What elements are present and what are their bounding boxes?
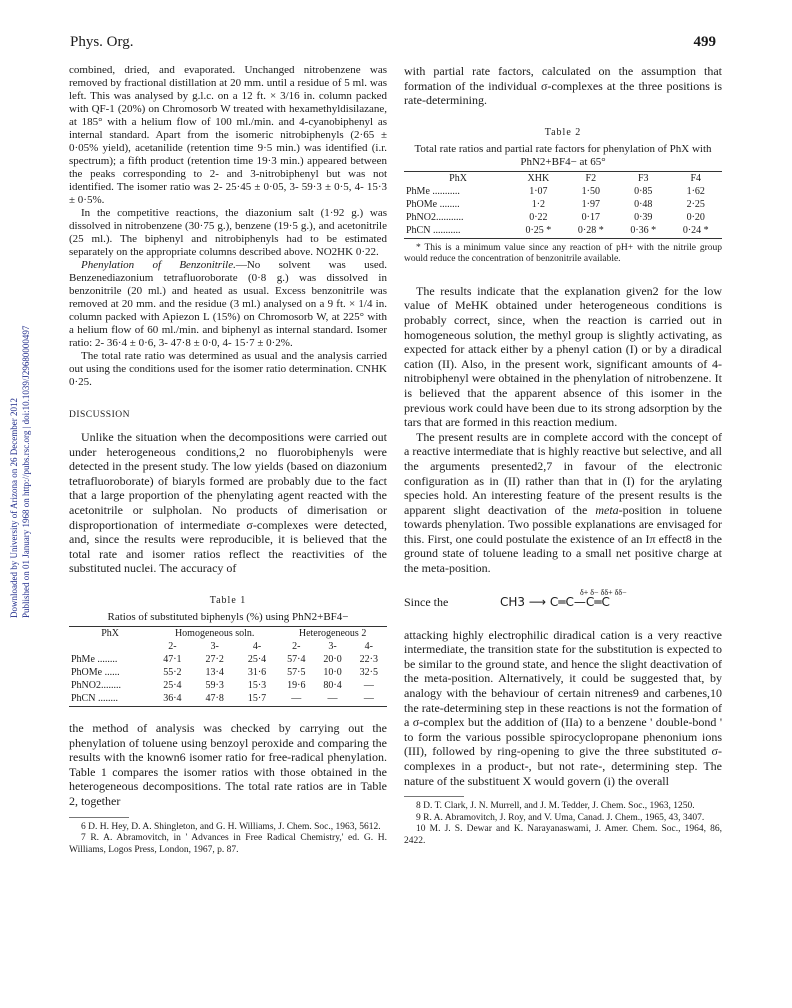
table1-cell: — (291, 692, 302, 704)
table2-cell: 2·25 (686, 198, 705, 210)
publication-line[interactable]: Published on 01 January 1968 on http://pubs.rsc.org | doi:10.1039/J29680000497 (21, 325, 31, 618)
table-row (404, 211, 722, 224)
paragraph-accord (404, 430, 722, 576)
table1-caption: Table 1 (209, 594, 247, 606)
table1-cell: 80·4 (323, 679, 342, 691)
table2-cell: 0·39 (634, 211, 653, 223)
table2-cell: 0·25 * (525, 224, 552, 236)
paragraph-method-check: the method of analysis was checked by carrying out the phenylation of toluene using benzoyl peroxide and comparing the results with the known6 isomer ratio for free-radical phenylation. Table 1 compares the isomer ratios with those obtained in the heterogeneous decompositions. The total rate ratios are in Table 2, together (69, 720, 387, 808)
footnote-10: 10 M. J. S. Dewar and K. Narayanaswami, J. Amer. Chem. Soc., 1964, 86, 2422. (404, 824, 722, 846)
table1-cell: 57·5 (287, 666, 306, 678)
footnote-divider (69, 817, 129, 818)
footnote-7: 7 R. A. Abramovitch, in ' Advances in Free Radical Chemistry,' ed. G. H. Williams, Logos Press, London, 1967, p. 87. (69, 833, 387, 855)
right-column (404, 64, 722, 847)
section-heading: DISCUSSION (69, 410, 130, 420)
footnote-divider (404, 796, 464, 797)
table2-cell: 1·50 (581, 185, 600, 197)
download-line[interactable]: Downloaded by University of Arizona on 26 December 2012 (9, 398, 19, 618)
table1-pos: 3- (328, 640, 337, 652)
table-row (69, 679, 387, 692)
table1-cell: — (363, 692, 374, 704)
table1-cell: 27·2 (205, 653, 224, 665)
table2-footnote: * This is a minimum value since any reaction of pH+ with the nitrile group would reduce the concentration of benzonitrile available. (404, 242, 722, 265)
table1-subtitle: Ratios of substituted biphenyls (%) using PhN2+BF4− (107, 610, 349, 623)
table2-cell: 1·2 (531, 198, 546, 210)
table1-cell: 15·3 (247, 679, 267, 691)
table2-header: F4 (670, 171, 723, 185)
table2-cell: 0·28 * (577, 224, 604, 236)
table1-homo-header: Homogeneous soln. (151, 626, 278, 640)
toluene-formula: CH3 ⟶ C═C—C═C (500, 594, 610, 609)
table1-cell: 36·4 (163, 692, 182, 704)
table1-cell: — (363, 679, 374, 691)
table1-cell: 25·4 (247, 653, 267, 665)
table-row (404, 198, 722, 211)
formula-charges: δ+ δ− δδ+ δδ− (580, 587, 627, 597)
table1-hetero-header: Heterogeneous 2 (278, 626, 387, 640)
accord-text-a: The present results are in complete accord with the concept of a reactive intermediate that is highly reactive but selective, and all the arguments presented2,7 in favour of the electronic configuration as in (II) rather than that in (I) for the arylating species hold. An interesting feature of the present results is the apparent slight deactivation of the (404, 429, 722, 517)
table1-cell: PhOMe ...... (71, 666, 120, 678)
table1-pos: 3- (210, 640, 219, 652)
paragraph-partial-rates: with partial rate factors, calculated on the assumption that formation of the individual σ-complexes at the three positions is rate-determining. (404, 64, 722, 108)
table1-phx-header: PhX (69, 626, 151, 640)
accord-text-b: -position in toluene towards phenylation. Two possible explanations are envisaged for this. First, one could postulate the existence of an Iπ effect8 in the ground state of toluene leading to a small net positive charge at the meta-position. (404, 502, 722, 576)
table1-cell: PhCN ........ (71, 692, 118, 704)
table1-cell: 19·6 (287, 679, 306, 691)
table2-subtitle: Total rate ratios and partial rate factors for phenylation of PhX with PhN2+BF4− at 65° (414, 142, 712, 168)
table-row (404, 224, 722, 237)
table2 (404, 171, 722, 239)
table1-cell: 32·5 (359, 666, 378, 678)
table2-cell: PhCN ........... (406, 224, 461, 236)
page-header (70, 34, 716, 56)
table1-cell: 10·0 (323, 666, 342, 678)
table-row (404, 185, 722, 198)
table1-cell: 55·2 (163, 666, 182, 678)
table2-cell: 0·48 (634, 198, 653, 210)
table2-cell: 1·07 (529, 185, 548, 197)
table-row (69, 666, 387, 679)
table2-cell: 0·17 (581, 211, 600, 223)
table1-cell: 20·0 (323, 653, 342, 665)
table1-pos: 2- (292, 640, 301, 652)
journal-name: Phys. Org. (70, 34, 134, 50)
formula-block (404, 586, 722, 618)
paragraph-competitive: In the competitive reactions, the diazonium salt (1·92 g.) was dissolved in nitrobenzene (30·75 g.), benzene (19·5 g.), and acetonitrile (25 ml.). The biphenyl and nitrobiphenyls had to be estimated separately on the appropriate columns described above. NO2HK 0·22. (69, 207, 387, 258)
table2-cell: PhMe ........... (406, 185, 460, 197)
paragraph-analysis: combined, dried, and evaporated. Unchanged nitrobenzene was removed by fractional distillation at 20 mm. until a residue of 5 ml. was left. This was analysed by g.l.c. on a 12 ft. × 3/16 in. column packed with QF-1 (20%) on Chromosorb W treated with hexamethyldisilazane, at 185° with a helium flow of 100 ml./min. and 4-cyanobiphenyl as internal standard. Apart from the isomeric nitrobiphenyls (2·65 ± 0·05% yield), acetanilide (retention time 9·5 min.) was identified (i.r. spectrum); a fifth product (retention time 19·3 min.) appeared between the peaks corresponding to 2- and 3-nitrobiphenyl but was not identified. The isomer ratio was 2- 25·45 ± 0·05, 3- 59·3 ± 0·5, 4- 15·3 ± 0·5%. (69, 64, 387, 206)
table1-cell: 47·1 (163, 653, 182, 665)
table1-cell: 13·4 (205, 666, 224, 678)
table2-cell: 0·22 (529, 211, 548, 223)
table2-cell: PhNO2........... (406, 211, 464, 223)
footnote-8: 8 D. T. Clark, J. N. Murrell, and J. M. Tedder, J. Chem. Soc., 1963, 1250. (416, 801, 695, 812)
table1-pos: 4- (364, 640, 373, 652)
table-row (69, 653, 387, 666)
table1 (69, 626, 387, 707)
page-number: 499 (693, 34, 716, 50)
table1-cell: — (327, 692, 338, 704)
table2-cell: 0·20 (686, 211, 705, 223)
subsection-body: —No solvent was used. Benzenediazonium tetrafluoroborate (0·8 g.) was dissolved in benzonitrile (20 ml.) and heated as usual. Excess benzonitrile was removed at 20 mm. and the residue (3 ml.) analysed on a 9 ft. × 1/4 in. column packed with Apiezon L (15%) on Chromosorb W, at 225° with a helium flow of 60 ml./min. and biphenyl as internal standard. Isomer ratio: 2- 36·4 ± 0·6, 3- 47·8 ± 0·0, 4- 15·7 ± 0·2%. (69, 259, 387, 349)
paragraph-attacking: attacking highly electrophilic diradical cation is a very reactive intermediate, the transition state for the substitution is expected to be similar to the ground state, and hence the slight deactivation of the meta-position. Alternatively, it could be suggested that, by analogy with the behaviour of certain nitrenes9 and carbenes,10 the rate-determining step in these reactions is not the formation of a σ-complex but the addition of (IIa) to a benzene ' double-bond ' to form the various possible spirocyclopropane phenonium ions (III), followed by ring-opening to give the three substituted σ-complexes in a product-, but not rate-, determining step. The nature of the substituent X would govern (i) the overall (404, 627, 722, 788)
table1-pos: 2- (168, 640, 177, 652)
table2-header: PhX (404, 171, 512, 185)
subsection-title: Phenylation of Benzonitrile. (81, 259, 236, 271)
table2-cell: 0·85 (634, 185, 653, 197)
formula-lead: Since the (404, 594, 449, 609)
paragraph-benzonitrile (69, 259, 387, 350)
table2-cell: PhOMe ........ (406, 198, 460, 210)
table2-cell: 0·36 * (630, 224, 657, 236)
footnote-9: 9 R. A. Abramovitch, J. Roy, and V. Uma, Canad. J. Chem., 1965, 43, 3407. (416, 812, 705, 823)
table2-cell: 1·97 (581, 198, 600, 210)
table-row (69, 692, 387, 705)
paragraph-results: The results indicate that the explanation given2 for the low value of MeHK obtained under heterogeneous conditions is probably correct, since, when the reaction is carried out in homogeneous solution, the methyl group is slightly activating, as expected for attack either by a phenyl cation (I) or by a diradical cation (II). Also, in the present work, significant amounts of 4-nitrobiphenyl were obtained in the phenylation of nitrobenzene. It is believed that the apparent absence of this isomer in the previous work could have been due to its strong adsorption by the tars that are formed in this reaction medium. (404, 283, 722, 430)
paragraph-discussion: Unlike the situation when the decompositions were carried out under heterogeneous conditions,2 no fluorobiphenyls were detected in the present study. The low yields (based on diazonium tetrafluoroborate) of biaryls formed are probably due to the fact that a large proportion of the phenylating agent reacted with the acetonitrile or sulpholan. No products of dimerisation or disproportionation of intermediate σ-complexes were detected, and, since the results were reproducible, it is believed that the total rate and isomer ratios reflect the reactivities of the substituted nuclei. The accuracy of (69, 430, 387, 576)
table2-cell: 0·24 * (682, 224, 709, 236)
table2-cell: 1·62 (686, 185, 705, 197)
table1-cell: 22·3 (359, 653, 378, 665)
table1-cell: 47·8 (205, 692, 224, 704)
table2-caption: Table 2 (544, 126, 582, 138)
left-column (69, 64, 387, 856)
paragraph-rate-ratio: The total rate ratio was determined as usual and the analysis carried out using the conditions used for the isomer ratio determination. CNHK 0·25. (69, 350, 387, 388)
table2-header: XHK (512, 171, 564, 185)
table2-header: F2 (565, 171, 617, 185)
table1-cell: PhNO2........ (71, 679, 122, 691)
footnote-6: 6 D. H. Hey, D. A. Shingleton, and G. H. Williams, J. Chem. Soc., 1963, 5612. (81, 821, 381, 832)
table1-cell: 15·7 (247, 692, 267, 704)
download-watermark (2, 248, 32, 618)
table1-cell: 57·4 (287, 653, 306, 665)
table1-cell: 59·3 (205, 679, 224, 691)
table1-pos: 4- (252, 640, 262, 652)
table1-cell: 25·4 (163, 679, 182, 691)
table2-header: F3 (617, 171, 669, 185)
meta-term: meta (595, 502, 619, 517)
table1-cell: PhMe ........ (71, 653, 118, 665)
table1-cell: 31·6 (247, 666, 267, 678)
